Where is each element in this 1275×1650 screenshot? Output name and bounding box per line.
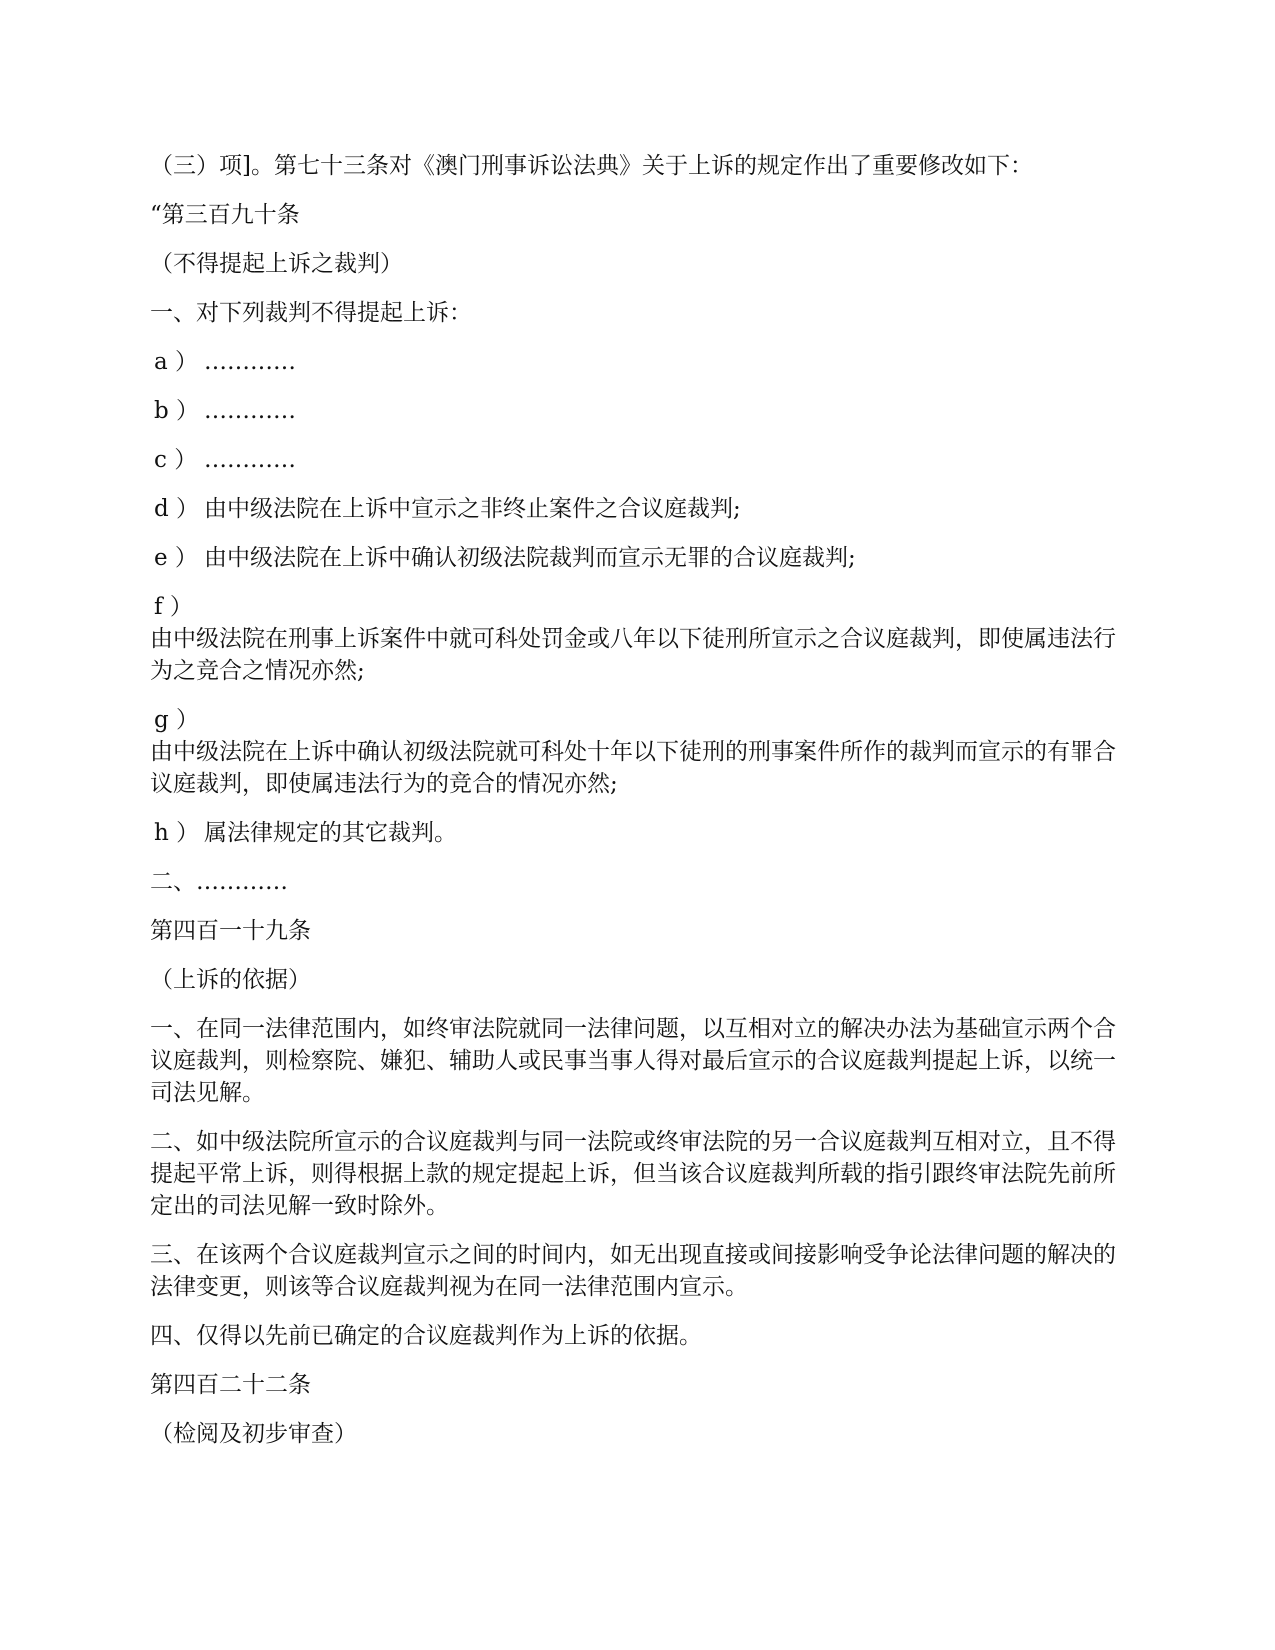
list-item-text: ………… xyxy=(204,349,296,375)
document-page xyxy=(150,150,1130,1467)
article-390-heading: “第三百九十条 xyxy=(150,202,300,228)
list-item-b xyxy=(150,395,1130,427)
list-item-marker: a ） xyxy=(154,349,199,375)
list-item-text: 由中级法院在上诉中确认初级法院就可科处十年以下徒刑的刑事案件所作的裁判而宣示的有罪合议庭裁判，即使属违法行为的竞合的情况亦然; xyxy=(150,739,1116,797)
list-item-d xyxy=(150,493,1130,525)
article-390-clause-1: 一、对下列裁判不得提起上诉： xyxy=(150,300,472,326)
list-item-text: 属法律规定的其它裁判。 xyxy=(204,820,457,846)
article-390-subtitle: （不得提起上诉之裁判） xyxy=(150,251,403,277)
list-item-text: 由中级法院在刑事上诉案件中就可科处罚金或八年以下徒刑所宣示之合议庭裁判，即使属违法行为之竞合之情况亦然; xyxy=(150,626,1116,684)
article-422-subtitle: （检阅及初步审查） xyxy=(150,1421,357,1447)
list-item-marker: e ） xyxy=(154,545,198,571)
article-419-clause-3: 三、在该两个合议庭裁判宣示之间的时间内，如无出现直接或间接影响受争论法律问题的解决的法律变更，则该等合议庭裁判视为在同一法律范围内宣示。 xyxy=(150,1242,1116,1300)
list-item-e xyxy=(150,542,1130,574)
list-item-text: 由中级法院在上诉中确认初级法院裁判而宣示无罪的合议庭裁判; xyxy=(204,545,856,571)
intro-paragraph: （三）项]。第七十三条对《澳门刑事诉讼法典》关于上诉的规定作出了重要修改如下： xyxy=(150,153,1033,179)
list-item-g xyxy=(150,704,1130,800)
article-419-heading: 第四百一十九条 xyxy=(150,918,311,944)
article-390-clause-2: 二、………… xyxy=(150,869,288,895)
list-item-marker: c ） xyxy=(154,447,198,473)
list-item-marker: f ） xyxy=(154,594,193,620)
list-item-text: ………… xyxy=(204,398,296,424)
list-item-h xyxy=(150,817,1130,849)
list-item-text: 由中级法院在上诉中宣示之非终止案件之合议庭裁判; xyxy=(204,496,741,522)
list-item-c xyxy=(150,444,1130,476)
list-item-marker: d ） xyxy=(154,496,200,522)
list-item-marker: b ） xyxy=(154,398,200,424)
list-item-a xyxy=(150,346,1130,378)
list-item-marker: g ） xyxy=(154,707,200,733)
article-419-clause-4: 四、仅得以先前已确定的合议庭裁判作为上诉的依据。 xyxy=(150,1323,702,1349)
list-item-f xyxy=(150,591,1130,687)
article-419-clause-2: 二、如中级法院所宣示的合议庭裁判与同一法院或终审法院的另一合议庭裁判互相对立，且不得提起平常上诉，则得根据上款的规定提起上诉，但当该合议庭裁判所载的指引跟终审法院先前所定出的司法见解一致时除外。 xyxy=(150,1129,1116,1219)
article-419-clause-1: 一、在同一法律范围内，如终审法院就同一法律问题，以互相对立的解决办法为基础宣示两个合议庭裁判，则检察院、嫌犯、辅助人或民事当事人得对最后宣示的合议庭裁判提起上诉，以统一司法见解。 xyxy=(150,1016,1116,1106)
list-item-text: ………… xyxy=(204,447,296,473)
article-422-heading: 第四百二十二条 xyxy=(150,1372,311,1398)
article-419-subtitle: （上诉的依据） xyxy=(150,967,311,993)
list-item-marker: h ） xyxy=(154,820,200,846)
